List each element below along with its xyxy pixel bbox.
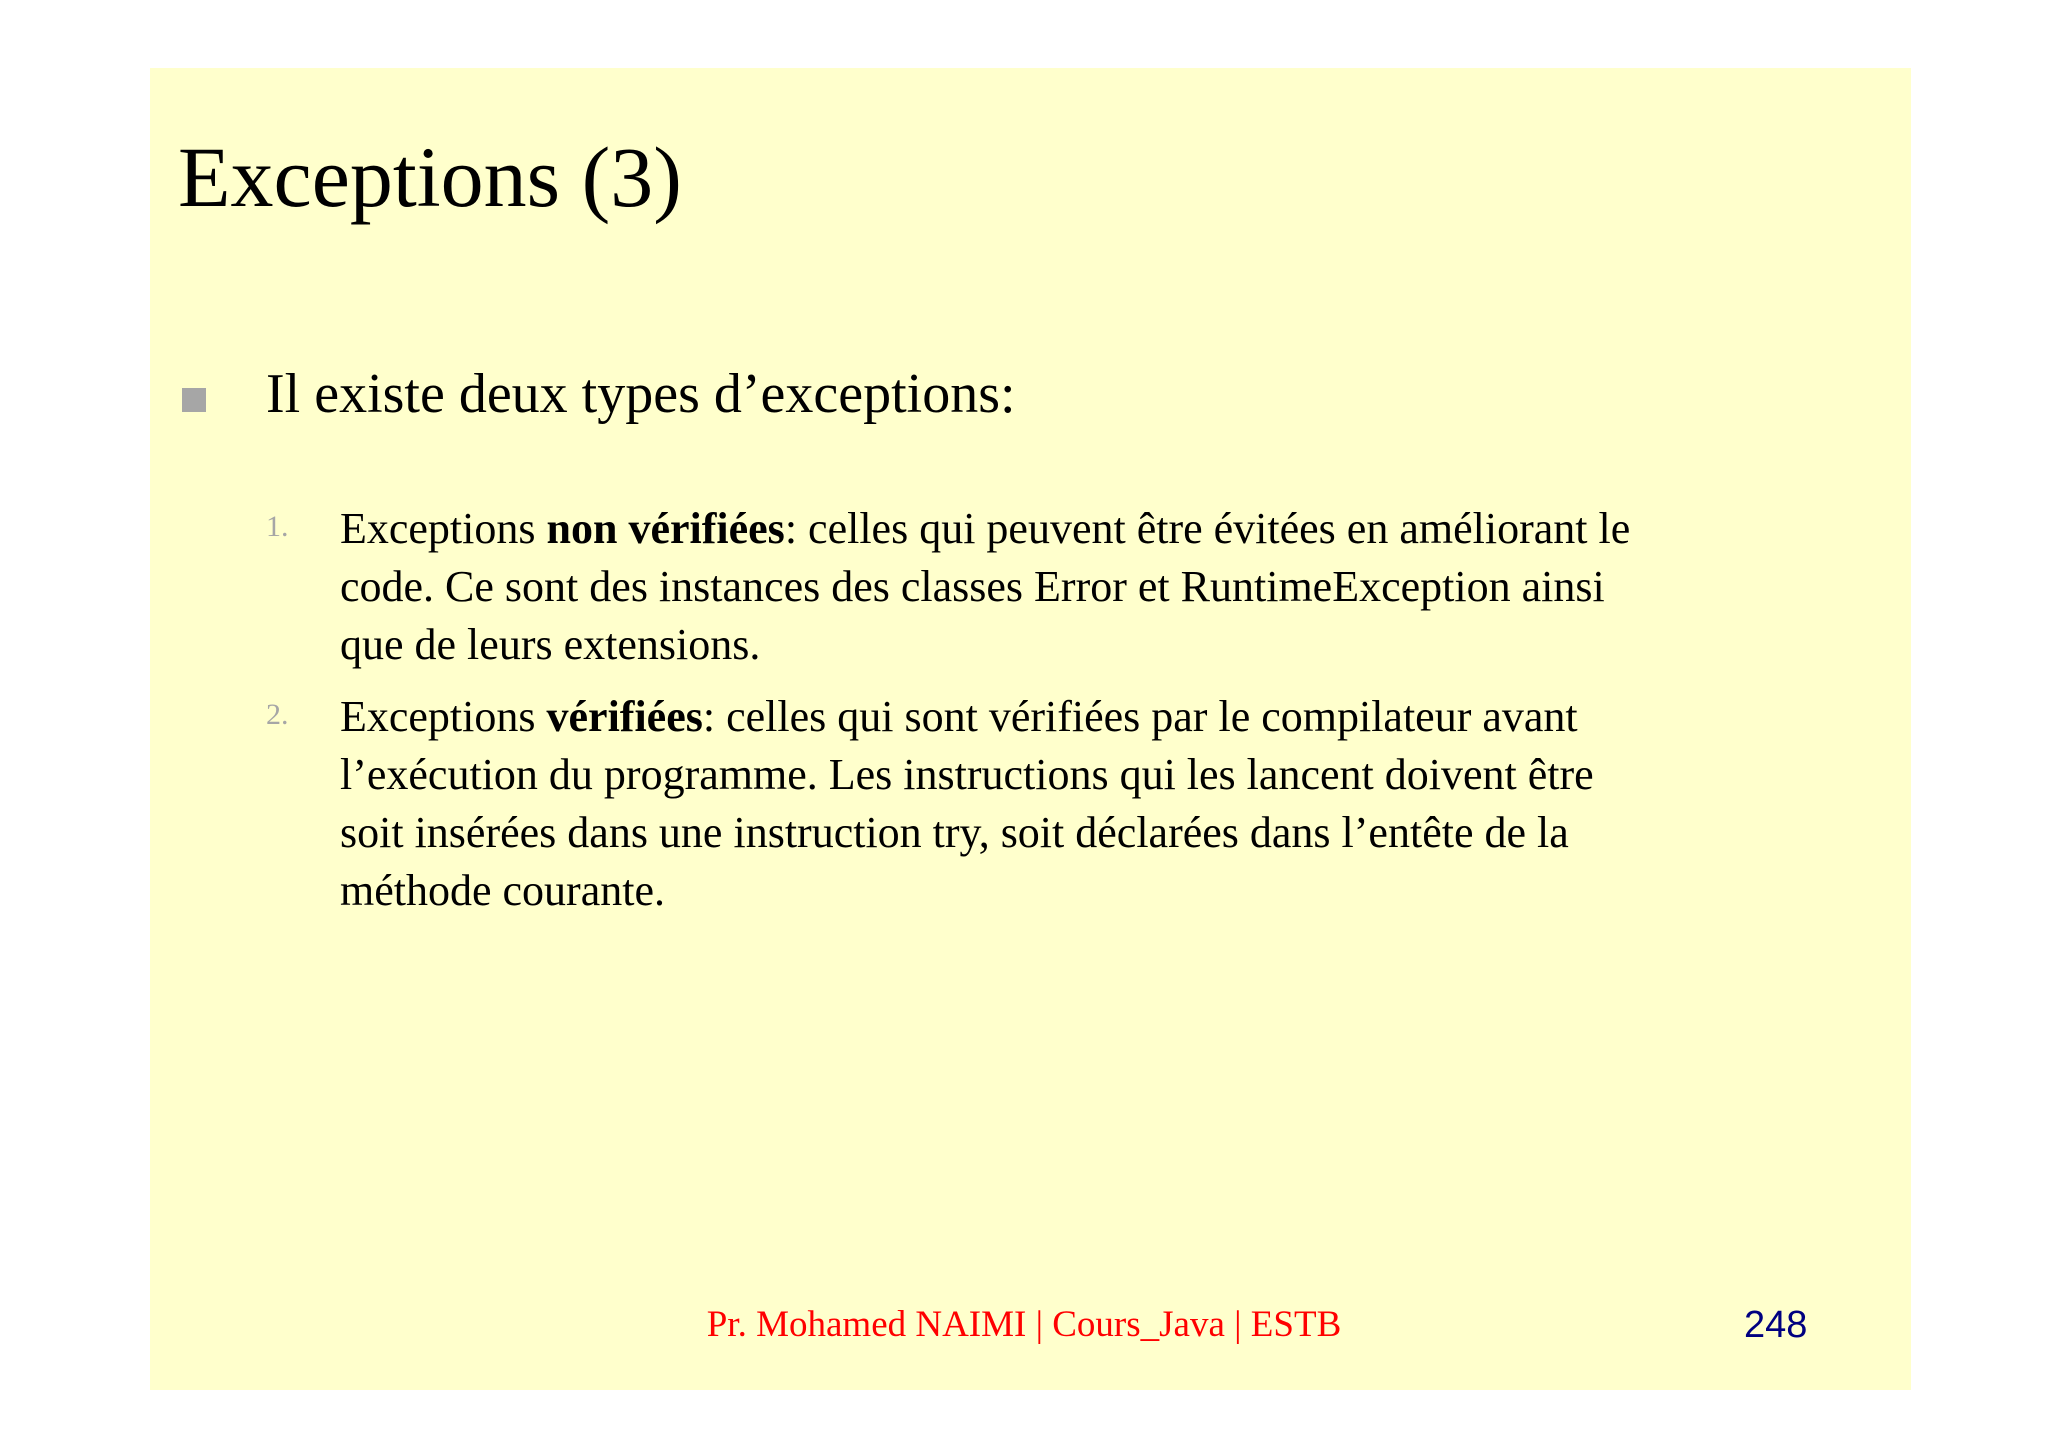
bullet-text: Il existe deux types d’exceptions: xyxy=(266,363,1016,425)
slide-footer: Pr. Mohamed NAIMI | Cours_Java | ESTB xyxy=(706,1304,1342,1345)
page-number: 248 xyxy=(1744,1304,1808,1346)
square-bullet-icon xyxy=(182,388,206,412)
item-description: : celles qui sont vérifiées par le compilateur avant l’exécution du programme. Les instructions qui les lancent doivent être soit insérées dans une instruction try, soit déclarées dans l’entête de la méthode courante. xyxy=(340,692,1594,915)
item-bold-term: vérifiées xyxy=(546,692,703,741)
item-bold-term: non vérifiées xyxy=(546,504,785,553)
item-prefix: Exceptions xyxy=(340,692,547,741)
item-text xyxy=(340,688,1660,920)
item-number: 2. xyxy=(266,698,289,731)
item-prefix: Exceptions xyxy=(340,504,547,553)
slide-title: Exceptions (3) xyxy=(178,129,682,225)
item-description: : celles qui peuvent être évitées en améliorant le code. Ce sont des instances des classes Error et RuntimeException ainsi que de leurs extensions. xyxy=(340,504,1631,669)
item-text xyxy=(340,500,1660,674)
item-number: 1. xyxy=(266,510,289,543)
